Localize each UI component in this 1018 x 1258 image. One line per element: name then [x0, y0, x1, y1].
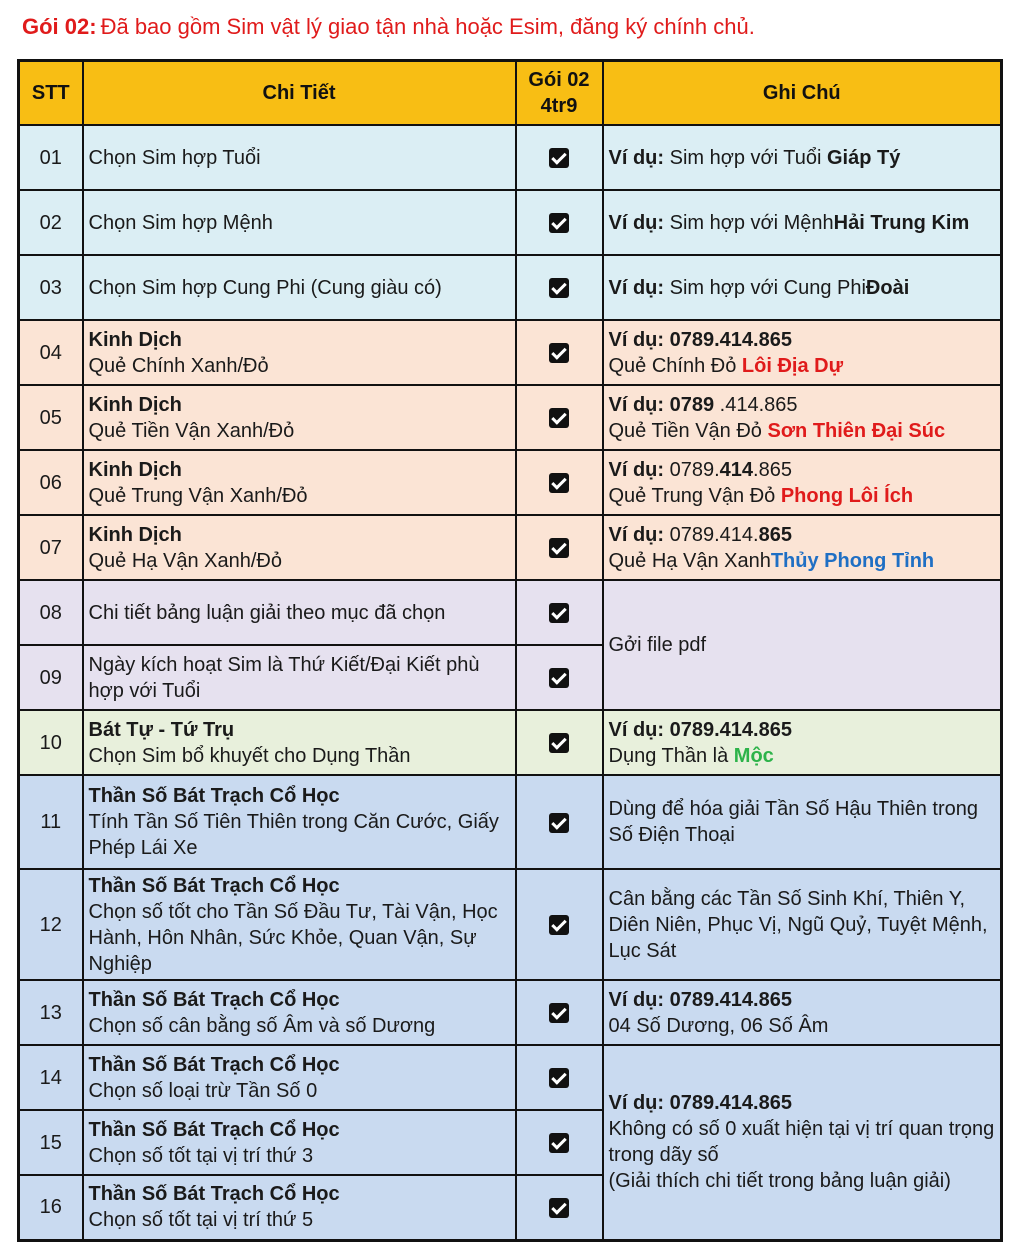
row-note	[603, 980, 1002, 1045]
note-line2	[609, 548, 996, 574]
table-row	[19, 980, 1002, 1045]
row-detail	[83, 450, 516, 515]
checkbox-checked-icon	[549, 813, 569, 833]
row-title: Kinh Dịch	[88, 328, 182, 351]
row-detail	[83, 1045, 516, 1110]
row-check	[516, 450, 603, 515]
checkbox-checked-icon	[549, 1133, 569, 1153]
note-line2: Không có số 0 xuất hiện tại vị trí quan trọng trong dãy số	[608, 1118, 995, 1167]
row-desc: Quẻ Chính Xanh/Đỏ	[88, 354, 269, 377]
note-line2	[609, 418, 996, 444]
table-row	[19, 255, 1002, 320]
row-detail	[83, 385, 516, 450]
row-stt: 02	[19, 190, 83, 255]
note-highlight: Phong Lôi Ích	[780, 484, 914, 507]
note-label: Ví dụ:	[608, 523, 665, 546]
note-text: Quẻ Chính Đỏ	[608, 354, 742, 377]
table-row	[19, 450, 1002, 515]
row-check	[516, 1110, 603, 1175]
note-line2	[609, 353, 996, 379]
row-check	[516, 255, 603, 320]
note-number-c: .865	[753, 458, 792, 481]
note-line1: Ví dụ: 0789.414.865	[608, 988, 792, 1011]
row-desc: Quẻ Tiền Vận Xanh/Đỏ	[88, 419, 295, 442]
note-text: Quẻ Tiền Vận Đỏ	[608, 419, 768, 442]
row-check	[516, 190, 603, 255]
note-line1: Ví dụ: 0789.414.865	[608, 718, 792, 741]
note-number-a: 0789.414.	[664, 523, 759, 546]
row-note	[603, 515, 1002, 580]
row-stt: 16	[19, 1175, 83, 1240]
row-note	[603, 255, 1002, 320]
row-detail: Chọn Sim hợp Cung Phi (Cung giàu có)	[83, 255, 516, 320]
row-check	[516, 125, 603, 190]
note-highlight: Sơn Thiên Đại Súc	[767, 419, 946, 442]
note-highlight: Giáp Tý	[827, 146, 901, 169]
note-label: Ví dụ:	[608, 393, 665, 416]
note-label: Ví dụ:	[608, 276, 665, 299]
note-line2	[609, 483, 996, 509]
row-desc: Chọn Sim bổ khuyết cho Dụng Thần	[88, 744, 411, 767]
note-line1	[609, 457, 996, 483]
row-title: Thần Số Bát Trạch Cổ Học	[88, 785, 340, 807]
note-text: Sim hợp với Mệnh	[664, 211, 834, 234]
row-title: Thần Số Bát Trạch Cổ Học	[88, 1053, 340, 1076]
checkbox-checked-icon	[549, 1003, 569, 1023]
checkbox-checked-icon	[549, 213, 569, 233]
row-detail	[83, 1110, 516, 1175]
row-detail	[83, 775, 516, 869]
table-row	[19, 580, 1002, 645]
note-line1	[609, 522, 996, 548]
row-note-merged: Gởi file pdf	[603, 580, 1002, 710]
package-table	[17, 59, 1003, 1242]
row-title: Kinh Dịch	[88, 393, 182, 416]
row-title: Kinh Dịch	[88, 523, 182, 546]
note-text: Sim hợp với Tuổi	[664, 146, 827, 169]
row-detail: Chi tiết bảng luận giải theo mục đã chọn	[83, 580, 516, 645]
row-title: Thần Số Bát Trạch Cổ Học	[88, 1183, 340, 1206]
row-desc: Chọn số tốt tại vị trí thứ 5	[88, 1209, 314, 1232]
checkbox-checked-icon	[549, 668, 569, 688]
header-note: Ghi Chú	[603, 61, 1002, 126]
row-stt: 09	[19, 645, 83, 710]
table-row	[19, 320, 1002, 385]
row-desc: Chọn số cân bằng số Âm và số Dương	[88, 1014, 436, 1037]
row-check	[516, 515, 603, 580]
row-note-merged	[603, 1045, 1002, 1240]
row-stt: 14	[19, 1045, 83, 1110]
row-check	[516, 980, 603, 1045]
note-label: Ví dụ:	[608, 211, 665, 234]
row-note	[603, 385, 1002, 450]
note-line1: Ví dụ: 0789.414.865	[608, 1092, 792, 1115]
page-title	[22, 14, 755, 40]
note-number: 0789.414.865	[664, 328, 792, 351]
checkbox-checked-icon	[549, 1068, 569, 1088]
title-bold: Gói 02:	[22, 14, 97, 39]
note-label: Ví dụ:	[608, 146, 665, 169]
row-detail: Ngày kích hoạt Sim là Thứ Kiết/Đại Kiết phù hợp với Tuổi	[83, 645, 516, 710]
note-highlight: Mộc	[733, 744, 774, 767]
table-row	[19, 710, 1002, 775]
row-check	[516, 320, 603, 385]
row-check	[516, 869, 603, 980]
note-line2: 04 Số Dương, 06 Số Âm	[608, 1014, 829, 1037]
note-text: Quẻ Trung Vận Đỏ	[608, 484, 781, 507]
row-stt: 03	[19, 255, 83, 320]
row-stt: 10	[19, 710, 83, 775]
checkbox-checked-icon	[549, 408, 569, 428]
row-check	[516, 580, 603, 645]
row-stt: 05	[19, 385, 83, 450]
table-row	[19, 190, 1002, 255]
table-row	[19, 775, 1002, 869]
note-highlight: Hải Trung Kim	[833, 211, 970, 234]
row-stt: 12	[19, 869, 83, 980]
note-highlight: Thủy Phong Tỉnh	[770, 549, 935, 572]
row-stt: 04	[19, 320, 83, 385]
row-stt: 01	[19, 125, 83, 190]
row-note	[603, 320, 1002, 385]
checkbox-checked-icon	[549, 278, 569, 298]
row-detail	[83, 869, 516, 980]
header-stt: STT	[19, 61, 83, 126]
row-stt: 15	[19, 1110, 83, 1175]
note-line2	[609, 743, 996, 769]
checkbox-checked-icon	[549, 473, 569, 493]
checkbox-checked-icon	[549, 343, 569, 363]
note-number-bold: 414	[719, 458, 754, 481]
row-detail: Chọn Sim hợp Mệnh	[83, 190, 516, 255]
table-row	[19, 869, 1002, 980]
row-check	[516, 710, 603, 775]
row-title: Kinh Dịch	[88, 458, 182, 481]
note-label: Ví dụ:	[608, 328, 665, 351]
checkbox-checked-icon	[549, 1198, 569, 1218]
note-number-rest: .414.865	[714, 393, 798, 416]
row-note: Dùng để hóa giải Tần Số Hậu Thiên trong Số Điện Thoại	[603, 775, 1002, 869]
row-desc: Tính Tần Số Tiên Thiên trong Căn Cước, Giấy Phép Lái Xe	[88, 811, 499, 859]
note-text: Sim hợp với Cung Phi	[664, 276, 866, 299]
note-highlight: Lôi Địa Dự	[741, 354, 844, 377]
checkbox-checked-icon	[549, 148, 569, 168]
note-text: Dụng Thần là	[608, 744, 734, 767]
row-title: Thần Số Bát Trạch Cổ Học	[88, 874, 340, 897]
row-stt: 08	[19, 580, 83, 645]
row-title: Bát Tự - Tứ Trụ	[88, 718, 235, 741]
row-note	[603, 450, 1002, 515]
row-stt: 06	[19, 450, 83, 515]
row-check	[516, 1175, 603, 1240]
row-desc: Chọn số loại trừ Tần Số 0	[88, 1079, 318, 1102]
note-text: Quẻ Hạ Vận Xanh	[608, 549, 771, 572]
row-check	[516, 775, 603, 869]
row-stt: 11	[19, 775, 83, 869]
row-desc: Quẻ Hạ Vận Xanh/Đỏ	[88, 549, 282, 572]
row-check	[516, 1045, 603, 1110]
row-stt: 07	[19, 515, 83, 580]
table-row	[19, 125, 1002, 190]
header-package-line1: Gói 02	[528, 69, 590, 91]
row-detail	[83, 980, 516, 1045]
row-title: Thần Số Bát Trạch Cổ Học	[88, 988, 340, 1011]
note-line1	[609, 392, 996, 418]
row-check	[516, 645, 603, 710]
row-note	[603, 125, 1002, 190]
row-detail	[83, 515, 516, 580]
note-line3: (Giải thích chi tiết trong bảng luận giải)	[608, 1170, 951, 1193]
checkbox-checked-icon	[549, 538, 569, 558]
header-detail: Chi Tiết	[83, 61, 516, 126]
note-line1	[609, 327, 996, 353]
header-package	[516, 61, 603, 126]
header-row	[19, 61, 1002, 126]
note-highlight: Đoài	[865, 276, 910, 299]
table-row	[19, 385, 1002, 450]
note-number-a: 0789.	[664, 458, 720, 481]
title-text: Đã bao gồm Sim vật lý giao tận nhà hoặc Esim, đăng ký chính chủ.	[100, 14, 755, 39]
note-number-bold: 0789	[664, 393, 715, 416]
row-stt: 13	[19, 980, 83, 1045]
row-desc: Chọn số tốt tại vị trí thứ 3	[88, 1144, 314, 1167]
table-row	[19, 515, 1002, 580]
row-note	[603, 190, 1002, 255]
row-note	[603, 710, 1002, 775]
note-number-bold: 865	[758, 523, 792, 546]
row-desc: Quẻ Trung Vận Xanh/Đỏ	[88, 484, 308, 507]
row-desc: Chọn số tốt cho Tần Số Đầu Tư, Tài Vận, Học Hành, Hôn Nhân, Sức Khỏe, Quan Vận, Sự Nghiệp	[88, 900, 498, 975]
row-detail	[83, 1175, 516, 1240]
header-package-line2: 4tr9	[540, 95, 578, 117]
row-check	[516, 385, 603, 450]
checkbox-checked-icon	[549, 603, 569, 623]
checkbox-checked-icon	[549, 915, 569, 935]
row-note: Cân bằng các Tần Số Sinh Khí, Thiên Y, Diên Niên, Phục Vị, Ngũ Quỷ, Tuyệt Mệnh, Lục Sát	[603, 869, 1002, 980]
checkbox-checked-icon	[549, 733, 569, 753]
row-detail: Chọn Sim hợp Tuổi	[83, 125, 516, 190]
table-row	[19, 1045, 1002, 1110]
note-label: Ví dụ:	[608, 458, 665, 481]
row-title: Thần Số Bát Trạch Cổ Học	[88, 1118, 340, 1141]
row-detail	[83, 710, 516, 775]
row-detail	[83, 320, 516, 385]
